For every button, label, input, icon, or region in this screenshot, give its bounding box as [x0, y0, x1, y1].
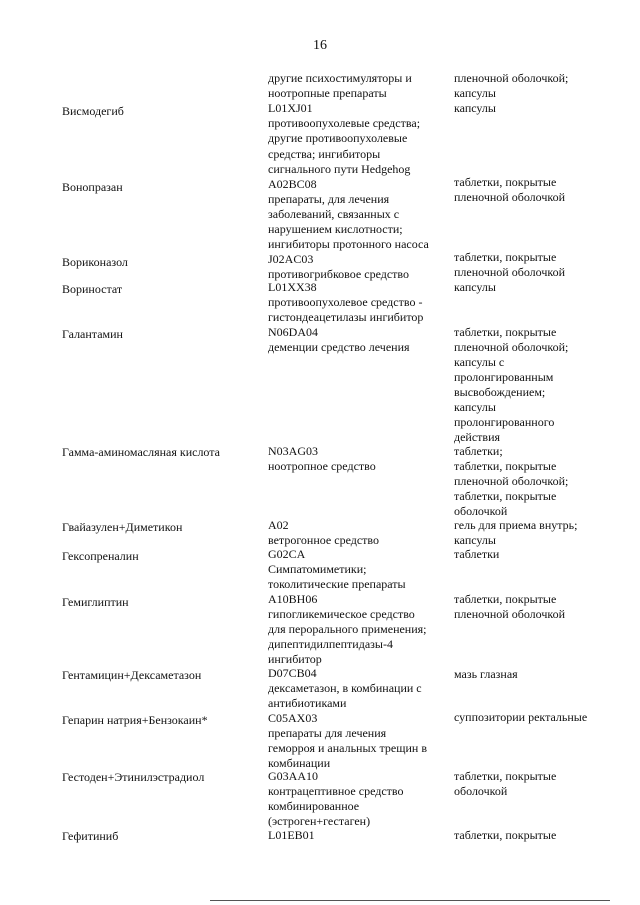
dosage-form: оболочкой [454, 504, 508, 518]
dosage-form: таблетки, покрытые [454, 325, 557, 339]
dosage-form: пролонгированного [454, 415, 555, 429]
group-line: деменции средство лечения [268, 340, 410, 354]
group-line: другие противоопухолевые [268, 131, 408, 145]
drug-name: Висмодегиб [62, 104, 124, 118]
group-line: комбинации [268, 756, 331, 770]
group-line: Симпатомиметики; [268, 562, 367, 576]
dosage-form: пленочной оболочкой; [454, 71, 569, 85]
group-line: дипептидилпептидазы-4 [268, 637, 393, 651]
group-line: гипогликемическое средство [268, 607, 415, 621]
group-line: другие психостимуляторы и [268, 71, 412, 85]
atc-code: G03AA10 [268, 769, 318, 783]
atc-code: A02BC08 [268, 177, 317, 191]
group-line: дексаметазон, в комбинации с [268, 681, 422, 695]
group-line: контрацептивное средство [268, 784, 404, 798]
group-line: комбинированное [268, 799, 360, 813]
dosage-form: пленочной оболочкой; [454, 474, 569, 488]
atc-code: N03AG03 [268, 444, 318, 458]
atc-code: C05AX03 [268, 711, 318, 725]
atc-code: N06DA04 [268, 325, 318, 339]
dosage-form: суппозитории ректальные [454, 710, 588, 724]
drug-name: Вонопразан [62, 180, 123, 194]
dosage-form: оболочкой [454, 784, 508, 798]
dosage-form: капсулы [454, 533, 496, 547]
group-line: ноотропные препараты [268, 86, 387, 100]
group-line: средства; ингибиторы [268, 147, 381, 161]
drug-name: Гентамицин+Дексаметазон [62, 668, 202, 682]
dosage-form: пленочной оболочкой [454, 607, 566, 621]
dosage-form: пленочной оболочкой; [454, 340, 569, 354]
group-line: противоопухолевые средства; [268, 116, 421, 130]
dosage-form: таблетки; [454, 444, 503, 458]
dosage-form: таблетки, покрытые [454, 769, 557, 783]
atc-code: J02AC03 [268, 252, 314, 266]
page-number: 16 [313, 38, 327, 53]
page-bottom-rule [210, 900, 610, 901]
group-line: заболеваний, связанных с [268, 207, 400, 221]
group-line: геморроя и анальных трещин в [268, 741, 427, 755]
dosage-form: капсулы [454, 280, 496, 294]
atc-code: D07CB04 [268, 666, 317, 680]
drug-name: Гефитиниб [62, 829, 119, 843]
dosage-form: пленочной оболочкой [454, 190, 566, 204]
group-line: нарушением кислотности; [268, 222, 403, 236]
dosage-form: таблетки, покрытые [454, 250, 557, 264]
drug-name: Гамма-аминомасляная кислота [62, 445, 220, 459]
dosage-form: пролонгированным [454, 370, 554, 384]
dosage-form: таблетки, покрытые [454, 175, 557, 189]
dosage-form: таблетки [454, 547, 500, 561]
group-line: для перорального применения; [268, 622, 427, 636]
atc-code: L01EB01 [268, 828, 315, 842]
group-line: препараты для лечения [268, 726, 387, 740]
group-line: (эстроген+гестаген) [268, 814, 371, 828]
group-line: сигнального пути Hedgehog [268, 162, 411, 176]
atc-code: L01XX38 [268, 280, 317, 294]
group-line: ингибиторы протонного насоса [268, 237, 429, 251]
atc-code: G02CA [268, 547, 306, 561]
dosage-form: таблетки, покрытые [454, 489, 557, 503]
group-line: противогрибковое средство [268, 267, 409, 281]
drug-name: Вориностат [62, 282, 123, 296]
dosage-form: капсулы [454, 86, 496, 100]
dosage-form: таблетки, покрытые [454, 828, 557, 842]
dosage-form: гель для приема внутрь; [454, 518, 578, 532]
drug-name: Галантамин [62, 327, 123, 341]
atc-code: A10BH06 [268, 592, 318, 606]
group-line: ноотропное средство [268, 459, 376, 473]
dosage-form: таблетки, покрытые [454, 592, 557, 606]
dosage-form: действия [454, 430, 501, 444]
dosage-form: капсулы [454, 400, 496, 414]
dosage-form: мазь глазная [454, 667, 518, 681]
dosage-form: высвобождением; [454, 385, 546, 399]
group-line: токолитические препараты [268, 577, 406, 591]
drug-name: Гексопреналин [62, 549, 139, 563]
dosage-form: капсулы с [454, 355, 505, 369]
drug-name: Гвайазулен+Диметикон [62, 520, 183, 534]
dosage-form: капсулы [454, 101, 496, 115]
drug-name: Гестоден+Этинилэстрадиол [62, 770, 205, 784]
dosage-form: пленочной оболочкой [454, 265, 566, 279]
group-line: антибиотиками [268, 696, 347, 710]
group-line: гистондеацетилазы ингибитор [268, 310, 424, 324]
group-line: ветрогонное средство [268, 533, 380, 547]
drug-name: Гепарин натрия+Бензокаин* [62, 713, 208, 727]
atc-code: A02 [268, 518, 289, 532]
group-line: противоопухолевое средство - [268, 295, 423, 309]
atc-code: L01XJ01 [268, 101, 313, 115]
group-line: препараты, для лечения [268, 192, 390, 206]
group-line: ингибитор [268, 652, 322, 666]
drug-name: Вориконазол [62, 255, 128, 269]
dosage-form: таблетки, покрытые [454, 459, 557, 473]
drug-name: Гемиглиптин [62, 595, 129, 609]
